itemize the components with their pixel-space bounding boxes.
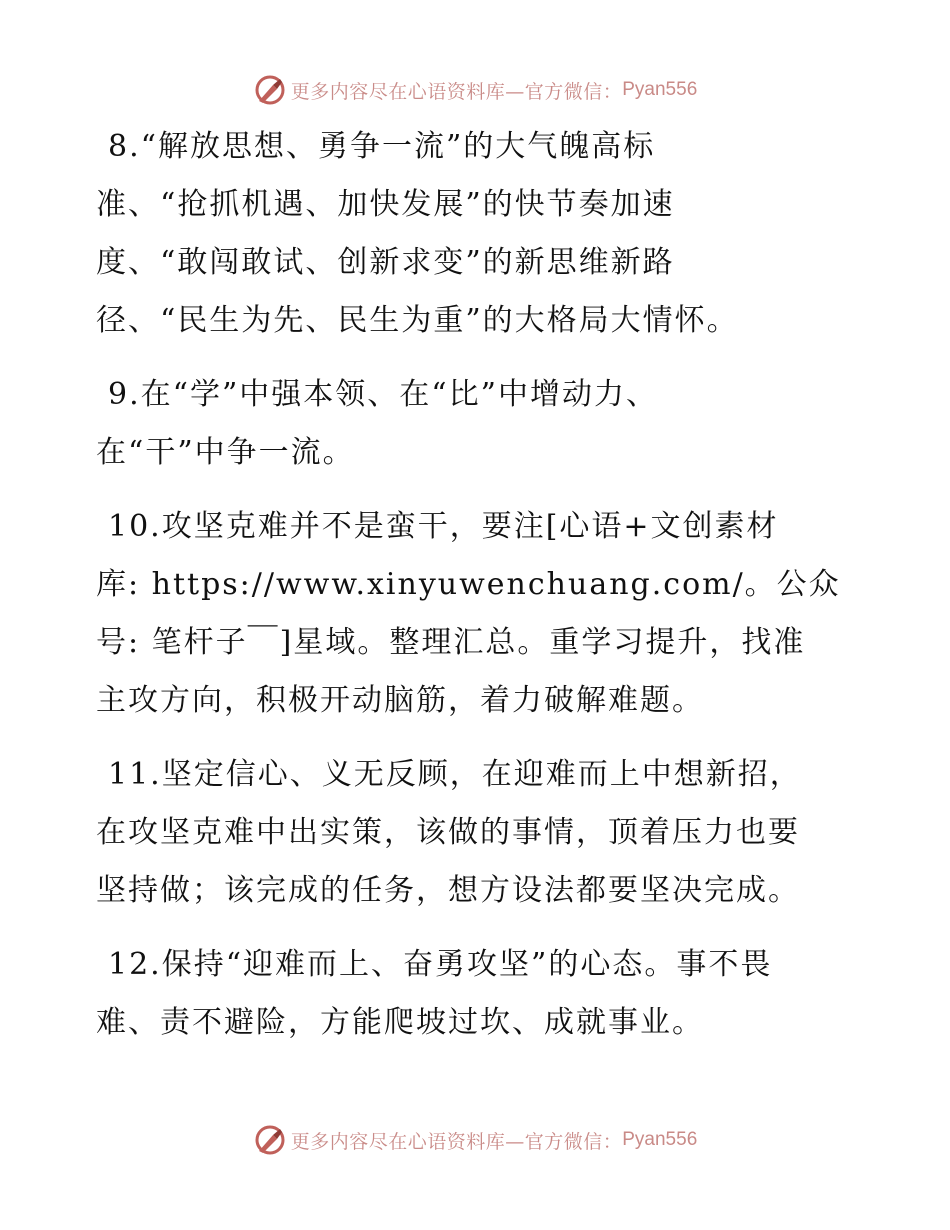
pen-logo-icon	[253, 73, 287, 107]
paragraph-9	[96, 366, 856, 482]
text-line: 库: https://www.xinyuwenchuang.com/。公众	[96, 567, 841, 602]
paragraph-10	[96, 498, 856, 730]
text-line: 度、“敢闯敢试、创新求变”的新思维新路	[96, 245, 675, 280]
text-line: 在“干”中争一流。	[96, 435, 355, 470]
text-line: 11.坚定信心、义无反顾，在迎难而上中想新招，	[108, 757, 802, 792]
paragraph-11	[96, 746, 856, 920]
text-line: 在攻坚克难中出实策，该做的事情，顶着压力也要	[96, 815, 800, 850]
text-line: 9.在“学”中强本领、在“比”中增动力、	[108, 377, 658, 412]
header-banner	[0, 70, 950, 110]
banner-wechat-id: Pyan556	[622, 79, 698, 100]
text-line: 准、“抢抓机遇、加快发展”的快节奏加速	[96, 187, 675, 222]
text-line: 主攻方向，积极开动脑筋，着力破解难题。	[96, 683, 704, 718]
text-line: 径、“民生为先、民生为重”的大格局大情怀。	[96, 303, 739, 338]
text-line: 号: 笔杆子￣]星域。整理汇总。重学习提升，找准	[96, 625, 806, 660]
text-line: 难、责不避险，方能爬坡过坎、成就事业。	[96, 1005, 704, 1040]
paragraph-8	[96, 118, 856, 350]
footer-banner	[0, 1120, 950, 1160]
banner-text: 更多内容尽在心语资料库—官方微信：	[290, 80, 623, 103]
text-line: 8.“解放思想、勇争一流”的大气魄高标	[108, 129, 656, 164]
document-body	[96, 118, 856, 1068]
text-line: 10.攻坚克难并不是蛮干，要注[心语+文创素材	[108, 509, 779, 544]
banner-wechat-id: Pyan556	[622, 1129, 698, 1150]
pen-logo-icon	[253, 1123, 287, 1157]
text-line: 12.保持“迎难而上、奋勇攻坚”的心态。事不畏	[108, 947, 773, 982]
paragraph-12	[96, 936, 856, 1052]
text-line: 坚持做；该完成的任务，想方设法都要坚决完成。	[96, 873, 800, 908]
banner-text: 更多内容尽在心语资料库—官方微信：	[290, 1130, 623, 1153]
